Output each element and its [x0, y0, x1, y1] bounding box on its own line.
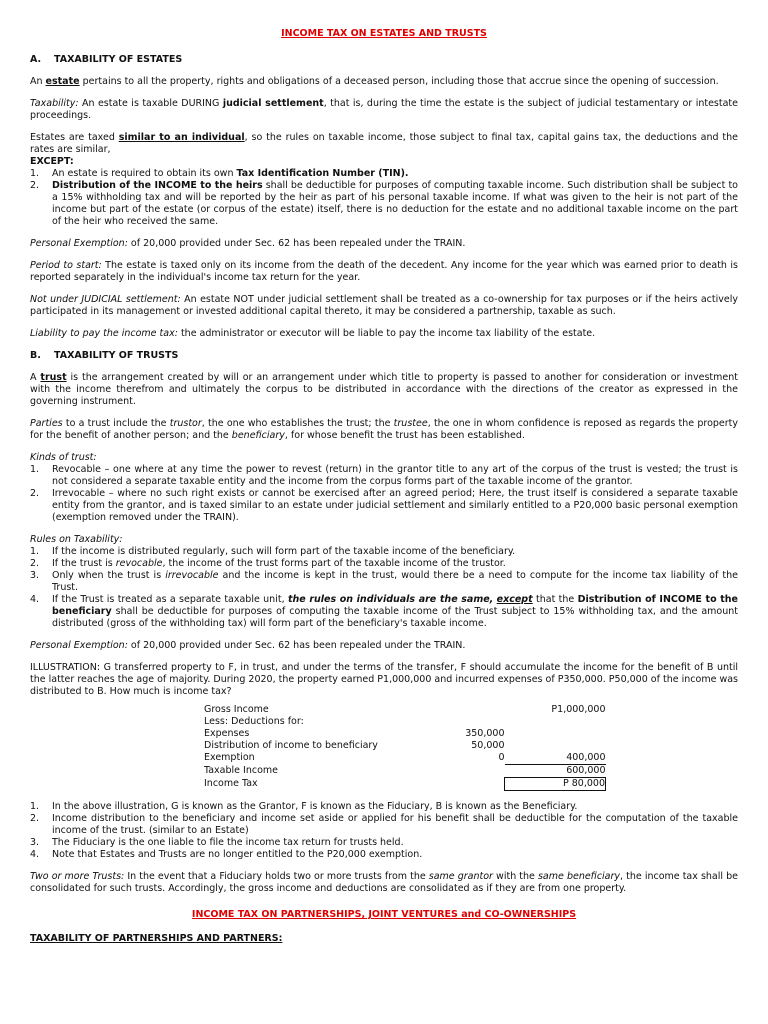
table-cell	[434, 778, 505, 791]
list-number: 1.	[30, 168, 40, 179]
table-row	[204, 778, 606, 791]
text: If the trust is	[52, 558, 116, 569]
illustration-notes-list	[30, 801, 738, 861]
document-title: INCOME TAX ON ESTATES AND TRUSTS	[281, 28, 487, 39]
label-personal-exemption: Personal Exemption:	[30, 640, 128, 651]
list-item	[30, 488, 738, 524]
two-or-more-trusts	[30, 871, 738, 895]
table-cell	[505, 740, 606, 752]
table-row	[204, 740, 606, 752]
text: If the income is distributed regularly, such will form part of the taxable income of the beneficiary.	[52, 546, 516, 557]
section-b-heading	[30, 350, 738, 362]
text: pertains to all the property, rights and obligations of a deceased person, including those that accrue since the opening of succession.	[79, 76, 719, 87]
list-number: 1.	[30, 801, 40, 812]
term-revocable: revocable	[115, 558, 163, 569]
list-number: 3.	[30, 837, 40, 848]
table-cell: Less: Deductions for:	[204, 716, 304, 727]
text: of 20,000 provided under Sec. 62 has been repealed under the TRAIN.	[127, 640, 466, 651]
estate-personal-exemption	[30, 238, 738, 250]
text: If the Trust is treated as a separate taxable unit,	[52, 594, 288, 605]
list-number: 2.	[30, 558, 40, 569]
section-b-letter: B.	[30, 350, 41, 361]
text: An	[30, 76, 46, 87]
label-rules-on-taxability: Rules on Taxability:	[30, 534, 123, 545]
label-period-to-start: Period to start:	[30, 260, 102, 271]
text: Irrevocable – where no such right exists or cannot be exercised after an agreed period; Here, the trust itself is considered a separate taxable entity from the grantor, and is taxed similar to an estate under judicial settlement and similarly entitled to a P20,000 basic personal exemption (exemption removed under the TRAIN).	[52, 488, 738, 523]
text: , the income tax shall be consolidated for such trusts. Accordingly, the gross income and deductions are consolidated as if they are from one property.	[30, 871, 738, 894]
table-cell: Exemption	[204, 752, 255, 764]
estate-liability	[30, 328, 738, 340]
term-judicial-settlement: judicial settlement	[222, 98, 324, 109]
term-beneficiary: beneficiary	[231, 430, 285, 441]
text: the administrator or executor will be liable to pay the income tax liability of the estate.	[177, 328, 596, 339]
table-row	[204, 704, 606, 716]
illustration-text: ILLUSTRATION: G transferred property to F, in trust, and under the terms of the transfer, F should accumulate the income for the benefit of B until the latter reaches the age of majority. During 2020, the property earned P1,000,000 and incurred expenses of P350,000. P50,000 of the income was distributed to B. How much is income tax?	[30, 662, 738, 697]
table-cell: Taxable Income	[204, 765, 278, 776]
table-cell: Gross Income	[204, 704, 269, 715]
text: , that is, during the time the estate is the subject of judicial testamentary or intestate proceedings.	[30, 98, 739, 121]
list-item	[30, 180, 738, 228]
label-personal-exemption: Personal Exemption:	[30, 238, 128, 249]
table-cell: 350,000	[465, 728, 505, 739]
list-item	[30, 849, 738, 861]
table-cell: P1,000,000	[551, 704, 606, 715]
list-item	[30, 558, 738, 570]
illustration-table	[204, 704, 606, 791]
label-liability: Liability to pay the income tax:	[30, 328, 178, 339]
table-cell	[505, 728, 606, 740]
estate-taxability	[30, 98, 738, 122]
table-cell: Expenses	[204, 728, 250, 739]
estate-definition	[30, 76, 738, 88]
list-number: 3.	[30, 570, 40, 581]
table-cell: Distribution of income to beneficiary	[204, 740, 378, 751]
table-cell: Income Tax	[204, 778, 258, 789]
table-cell: 600,000	[505, 765, 606, 778]
list-number: 1.	[30, 464, 40, 475]
text: A	[30, 372, 41, 383]
list-number: 2.	[30, 180, 40, 191]
list-item	[30, 570, 738, 594]
term-except: except	[496, 594, 533, 605]
list-item	[30, 464, 738, 488]
term-same-beneficiary: same beneficiary	[537, 871, 621, 882]
section-a-letter: A.	[30, 54, 42, 65]
text: , the one in whom confidence is reposed as regards the property for the benefit of another person; and the	[30, 418, 739, 441]
list-number: 2.	[30, 488, 40, 499]
table-cell	[505, 716, 606, 728]
text: , the income of the trust forms part of the taxable income of the trustor.	[162, 558, 506, 569]
partnerships-section-title: INCOME TAX ON PARTNERSHIPS, JOINT VENTURES and CO-OWNERSHIPS	[191, 909, 577, 920]
text: of 20,000 provided under Sec. 62 has been repealed under the TRAIN.	[127, 238, 466, 249]
text: and the income is kept in the trust, would there be a need to compute for the income tax liability of the Trust.	[52, 570, 738, 593]
kinds-of-trust-list	[30, 464, 738, 524]
estate-not-judicial	[30, 294, 738, 318]
table-row	[204, 752, 606, 765]
term-similar-individual: similar to an individual	[118, 132, 245, 143]
label-parties: Parties	[30, 418, 63, 429]
text: Income distribution to the beneficiary and income set aside or applied for his benefit shall be deductible for the computation of the taxable income of the trust. (similar to an Estate)	[52, 813, 738, 836]
text: Note that Estates and Trusts are no longer entitled to the P20,000 exemption.	[52, 849, 423, 860]
list-number: 2.	[30, 813, 40, 824]
document-page	[30, 28, 738, 945]
text: shall be deductible for purposes of computing the taxable income of the Trust subject to 15% withholding tax, and the amount distributed (gross of the withholding tax) will form part of the beneficiary's taxable income.	[52, 606, 738, 629]
table-row	[204, 716, 606, 728]
text: An estate is required to obtain its own	[52, 168, 237, 179]
text: In the above illustration, G is known as the Grantor, F is known as the Fiduciary, B is known as the Beneficiary.	[52, 801, 578, 812]
rules-list	[30, 546, 738, 630]
list-item	[30, 837, 738, 849]
estate-exceptions-list	[30, 168, 738, 228]
table-cell	[434, 716, 505, 728]
text: that the	[532, 594, 578, 605]
trust-parties	[30, 418, 738, 442]
table-row	[204, 765, 606, 778]
list-number: 4.	[30, 849, 40, 860]
label-taxability: Taxability:	[30, 98, 79, 109]
text: In the event that a Fiduciary holds two or more trusts from the	[124, 871, 429, 882]
section-b-title: TAXABILITY OF TRUSTS	[54, 350, 179, 361]
list-number: 1.	[30, 546, 40, 557]
term-irrevocable: irrevocable	[165, 570, 219, 581]
table-cell: P 80,000	[505, 778, 606, 791]
term-rules-same: the rules on individuals are the same,	[287, 594, 494, 605]
list-item	[30, 168, 738, 180]
trust-definition	[30, 372, 738, 408]
list-item	[30, 594, 738, 630]
list-item	[30, 546, 738, 558]
text: shall be deductible for purposes of computing taxable income. Such distribution shall be subject to a 15% withholding tax and will be reported by the heir as part of his personal taxable income. If what was given to the heir is not part of the income but part of the estate (or corpus of the estate) itself, there is no deduction for the estate and no additional taxable income on the part of the heir who received the same.	[52, 180, 738, 227]
list-item	[30, 801, 738, 813]
text: The Fiduciary is the one liable to file the income tax return for trusts held.	[52, 837, 404, 848]
section-a-heading	[30, 54, 738, 66]
term-same-grantor: same grantor	[428, 871, 493, 882]
term-distribution-beneficiary: Distribution of INCOME to the beneficiary	[52, 594, 738, 617]
text: An estate is taxable DURING	[78, 98, 223, 109]
table-row	[204, 728, 606, 740]
text: Only when the trust is	[52, 570, 166, 581]
table-cell: 400,000	[505, 752, 606, 765]
term-tin: Tax Identification Number (TIN).	[236, 168, 409, 179]
list-item	[30, 813, 738, 837]
term-estate: estate	[45, 76, 80, 87]
text: Revocable – one where at any time the power to revest (return) in the grantor title to any art of the corpus of the trust is vested; the trust is not considered a separate taxable entity and the income from the corpus forms part of the taxable income of the grantor.	[52, 464, 738, 487]
label-two-or-more-trusts: Two or more Trusts:	[30, 871, 125, 882]
text: is the arrangement created by will or an arrangement under which title to property is passed to another for consideration or investment with the income therefrom and ultimately the corpus to be distributed in accordance with the directions of the creator as expressed in the governing instrument.	[30, 372, 738, 407]
estate-period-to-start	[30, 260, 738, 284]
table-cell	[434, 765, 505, 778]
table-cell: 50,000	[471, 740, 505, 751]
text: with the	[492, 871, 538, 882]
label-kinds-of-trust: Kinds of trust:	[30, 452, 97, 463]
text: , the one who establishes the trust; the	[201, 418, 394, 429]
trust-personal-exemption	[30, 640, 738, 652]
table-cell	[434, 704, 505, 716]
term-trustee: trustee	[393, 418, 428, 429]
term-trust: trust	[40, 372, 67, 383]
term-trustor: trustor	[169, 418, 202, 429]
section-a-title: TAXABILITY OF ESTATES	[54, 54, 183, 65]
text: , for whose benefit the trust has been established.	[284, 430, 525, 441]
term-distribution-heirs: Distribution of the INCOME to the heirs	[52, 180, 263, 191]
except-label: EXCEPT:	[30, 156, 74, 167]
estate-similar-individual	[30, 132, 738, 168]
text: An estate NOT under judicial settlement shall be treated as a co-ownership for tax purposes or if the heirs actively participated in its management or invested additional capital thereto, it may be considered a partnership, taxable as such.	[30, 294, 738, 317]
text: , so the rules on taxable income, those subject to final tax, capital gains tax, the deductions and the rates are similar,	[30, 132, 738, 155]
table-cell: 0	[498, 752, 505, 764]
partnerships-taxability-heading: TAXABILITY OF PARTNERSHIPS AND PARTNERS:	[30, 933, 283, 944]
label-not-judicial: Not under JUDICIAL settlement:	[30, 294, 181, 305]
text: The estate is taxed only on its income from the death of the decedent. Any income for the year which was earned prior to death is reported separately in the individual's income tax return for the year.	[30, 260, 738, 283]
text: Estates are taxed	[30, 132, 119, 143]
text: to a trust include the	[62, 418, 170, 429]
list-number: 4.	[30, 594, 40, 605]
